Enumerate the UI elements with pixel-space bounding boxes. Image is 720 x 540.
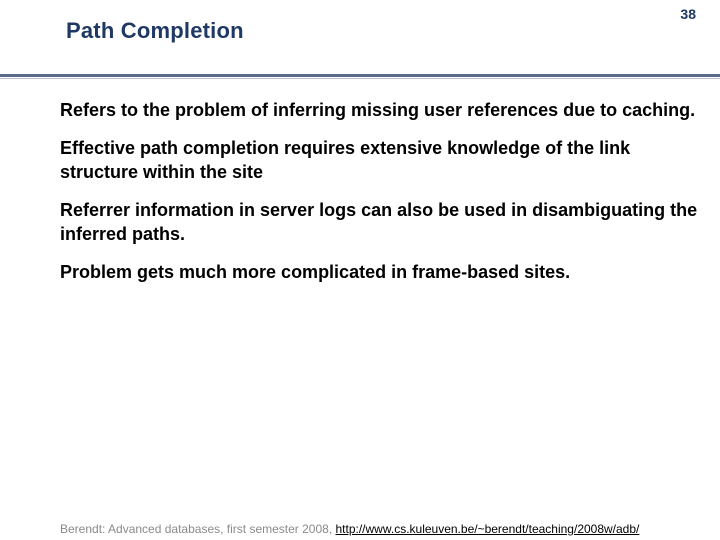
footer	[60, 522, 639, 536]
bullet-item: Problem gets much more complicated in frame-based sites.	[60, 262, 571, 282]
bullet-item: Refers to the problem of inferring missing user references due to caching.	[60, 100, 696, 120]
title-divider	[0, 74, 720, 77]
bullet-item: Referrer information in server logs can also be used in disambiguating the inferred paths.	[60, 200, 698, 244]
footer-text: Berendt: Advanced databases, first semester 2008,	[60, 522, 336, 536]
title-divider-shadow	[0, 78, 720, 79]
slide-title: Path Completion	[66, 18, 244, 43]
bullet-item: Effective path completion requires extensive knowledge of the link structure within the site	[60, 138, 631, 182]
page-number: 38	[680, 6, 696, 22]
footer-link[interactable]: http://www.cs.kuleuven.be/~berendt/teaching/2008w/adb/	[335, 522, 640, 536]
bullet-list	[60, 98, 700, 298]
